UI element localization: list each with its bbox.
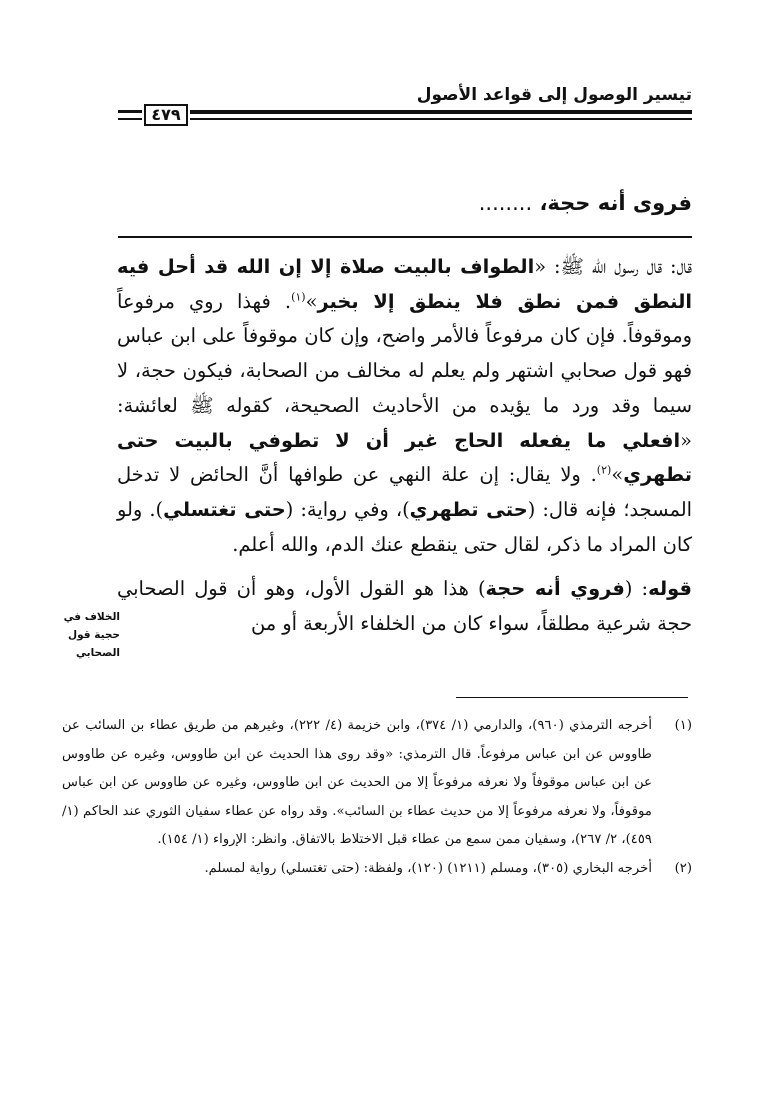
- footnote-ref-2[interactable]: (٢): [596, 463, 612, 477]
- paragraph-2: [117, 572, 692, 641]
- section-heading-dots: ........: [478, 191, 533, 215]
- section-heading-rule: [118, 236, 692, 238]
- section-heading: [112, 188, 692, 218]
- body-text: [117, 250, 692, 642]
- header-rule-stub-top: [118, 110, 142, 113]
- header-rule-stub-bottom: [118, 118, 142, 120]
- footnote-2-text: أخرجه البخاري (٣٠٥)، ومسلم (١٢١١) (١٢٠)، ولفظة: (حتى تغتسلي) رواية لمسلم.: [204, 860, 652, 876]
- p1-quote-1: حتى تطهري: [409, 497, 528, 521]
- p1-text-3: . فهذا روي مرفوعاً وموقوفاً. فإن كان مرفوعاً فالأمر واضح، وإن كان موقوفاً على ابن عباس فهو قول صحابي اشتهر ولم يعلم له مخالف من الصحابة، فيكون حجة، لا سيما وقد ورد ما يؤيده من الأحاديث الصحيحة، كقوله ﷺ لعائشة: «: [117, 289, 692, 452]
- header-rule-thin: [190, 118, 692, 120]
- running-title: تيسير الوصول إلى قواعد الأصول: [416, 85, 692, 105]
- footnote-ref-1[interactable]: (١): [291, 290, 306, 304]
- footnote-separator: [456, 697, 688, 698]
- footnotes: [62, 712, 692, 883]
- margin-note-line-1: الخلاف في: [63, 611, 120, 623]
- p2-text-2: ) هذا هو القول الأول، وهو أن قول الصحابي حجة شرعية مطلقاً، سواء كان من الخلفاء الأربعة أو من: [117, 577, 692, 636]
- p1-text-5: . ولا يقال: إن علة النهي عن طوافها أنَّ الحائض لا تدخل المسجد؛ فإنه قال: (: [117, 463, 692, 521]
- p1-hadith-2: افعلي ما يفعله الحاج غير أن لا تطوفي بالبيت حتى تطهري: [117, 428, 692, 487]
- p1-quote-2: حتى تغتسلي: [163, 497, 286, 521]
- footnote-1: [62, 712, 692, 855]
- footnote-1-number: (١): [674, 718, 692, 733]
- margin-note: [12, 608, 120, 662]
- paragraph-1: [117, 250, 692, 562]
- p2-text-1: : (: [624, 577, 649, 601]
- p1-text-7: ). ولو كان المراد ما ذكر، لقال حتى ينقطع عنك الدم، والله أعلم.: [117, 497, 692, 556]
- p1-text-1: قال: قال رسول الله ﷺ: «: [534, 255, 693, 278]
- p2-lead: قوله: [648, 577, 693, 601]
- margin-note-line-3: الصحابي: [76, 647, 120, 659]
- p1-text-4: »: [611, 463, 624, 487]
- p1-text-2: »: [305, 289, 318, 313]
- margin-note-line-2: حجية قول: [67, 629, 120, 641]
- section-heading-text: فروى أنه حجة،: [539, 191, 692, 215]
- p2-quote: فروي أنه حجة: [485, 577, 625, 601]
- footnote-2-number: (٢): [674, 860, 692, 876]
- footnote-2: [62, 855, 692, 884]
- p1-text-6: )، وفي رواية: (: [285, 497, 410, 521]
- page-number: ٤٧٩: [144, 104, 188, 126]
- header-rule-thick: [190, 110, 692, 114]
- footnote-1-text: أخرجه الترمذي (٩٦٠)، والدارمي (١/ ٣٧٤)، وابن خزيمة (٤/ ٢٢٢)، وغيرهم من طريق عطاء بن السائب عن طاووس عن ابن عباس مرفوعاً. قال الترمذي: «وقد روى هذا الحديث عن ابن طاووس، وغيره عن طاووس عن ابن عباس موقوفاً ولا نعرفه مرفوعاً إلا من الحديث عن ابن طاووس، وغيره عن طاووس عن ابن عباس موقوفاً، ولا نعرفه مرفوعاً إلا من حديث عطاء بن السائب». وقد رواه عن عطاء سفيان الثوري عند الحاكم (١/ ٤٥٩)، ٢/ ٢٦٧)، وسفيان ممن سمع من عطاء قبل الاختلاط بالاتفاق. وانظر: الإرواء (١/ ١٥٤).: [62, 718, 653, 847]
- p1-hadith-1: الطواف بالبيت صلاة إلا إن الله قد أحل فيه النطق فمن نطق فلا ينطق إلا بخير: [117, 255, 693, 313]
